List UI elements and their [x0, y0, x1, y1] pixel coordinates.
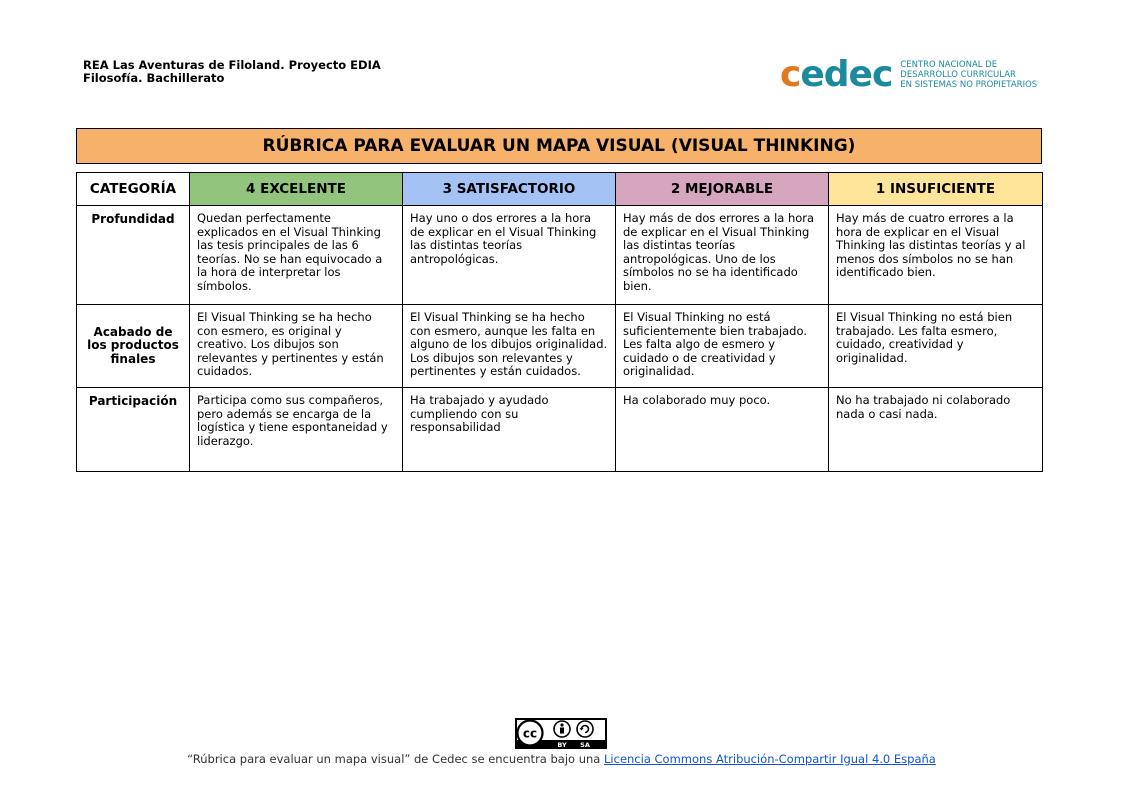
table-cell: Hay uno o dos errores a la hora de explicar en el Visual Thinking las distintas teorías antropológicas.: [403, 206, 616, 305]
header-satisfactorio: 3 SATISFACTORIO: [403, 173, 616, 206]
rubric-title: RÚBRICA PARA EVALUAR UN MAPA VISUAL (VISUAL THINKING): [76, 128, 1042, 164]
rubric-table: [76, 172, 1043, 472]
logo-word-rest: edec: [800, 54, 893, 95]
rubric-header-row: [77, 173, 1043, 206]
license-link[interactable]: Licencia Commons Atribución-Compartir Igual 4.0 España: [604, 752, 936, 766]
header-excelente: 4 EXCELENTE: [190, 173, 403, 206]
logo-wordmark: [780, 55, 892, 95]
table-cell: El Visual Thinking se ha hecho con esmero, es original y creativo. Los dibujos son relevantes y pertinentes y están cuidados.: [190, 305, 403, 388]
table-cell: El Visual Thinking no está bien trabajado. Les falta esmero, cuidado, creatividad y originalidad.: [829, 305, 1043, 388]
logo-subtitle-line-3: EN SISTEMAS NO PROPIETARIOS: [900, 80, 1038, 90]
row-category: Profundidad: [77, 206, 190, 305]
header-mejorable: 2 MEJORABLE: [616, 173, 829, 206]
table-row: [77, 206, 1043, 305]
header-project-line: REA Las Aventuras de Filoland. Proyecto EDIA: [83, 58, 381, 72]
table-cell: El Visual Thinking se ha hecho con esmero, aunque les falta en alguno de los dibujos originalidad. Los dibujos son relevantes y pertinentes y están cuidados.: [403, 305, 616, 388]
header-subject-line: Filosofía. Bachillerato: [83, 71, 225, 85]
cc-icon-label: cc: [522, 726, 538, 741]
by-label: BY: [557, 741, 567, 749]
table-row: [77, 305, 1043, 388]
table-cell: El Visual Thinking no está suficientemente bien trabajado. Les falta algo de esmero y cuidado o de creatividad y originalidad.: [616, 305, 829, 388]
sa-label: SA: [580, 741, 590, 749]
document-header: [83, 59, 381, 85]
table-cell: Hay más de cuatro errores a la hora de explicar en el Visual Thinking las distintas teorías y al menos dos símbolos no se han identificado bien.: [829, 206, 1043, 305]
table-cell: Ha trabajado y ayudado cumpliendo con su responsabilidad: [403, 388, 616, 472]
header-category: CATEGORÍA: [77, 173, 190, 206]
footer-text: “Rúbrica para evaluar un mapa visual” de Cedec se encuentra bajo una: [187, 752, 605, 766]
header-insuficiente: 1 INSUFICIENTE: [829, 173, 1043, 206]
license-footer: [0, 752, 1123, 766]
logo-subtitle-line-1: CENTRO NACIONAL DE: [900, 60, 998, 70]
logo-subtitle-line-2: DESARROLLO CURRICULAR: [900, 70, 1016, 80]
table-cell: Hay más de dos errores a la hora de explicar en el Visual Thinking las distintas teorías antropológicas. Uno de los símbolos no se ha identificado bien.: [616, 206, 829, 305]
logo-subtitle: [900, 60, 1037, 90]
logo-word-first: c: [780, 54, 801, 95]
share-alike-icon: [577, 721, 593, 737]
table-cell: No ha trabajado ni colaborado nada o casi nada.: [829, 388, 1043, 472]
row-category: Acabado de los productos finales: [77, 305, 190, 388]
table-cell: Quedan perfectamente explicados en el Visual Thinking las tesis principales de las 6 teorías. No se han equivocado a la hora de interpretar los símbolos.: [190, 206, 403, 305]
cedec-logo: [780, 55, 1037, 95]
cc-icon: [518, 721, 543, 746]
table-cell: Participa como sus compañeros, pero además se encarga de la logística y tiene espontaneidad y liderazgo.: [190, 388, 403, 472]
table-row: [77, 388, 1043, 472]
attribution-icon: [554, 721, 570, 737]
row-category: Participación: [77, 388, 190, 472]
table-cell: Ha colaborado muy poco.: [616, 388, 829, 472]
cc-license-badge: [515, 718, 607, 749]
